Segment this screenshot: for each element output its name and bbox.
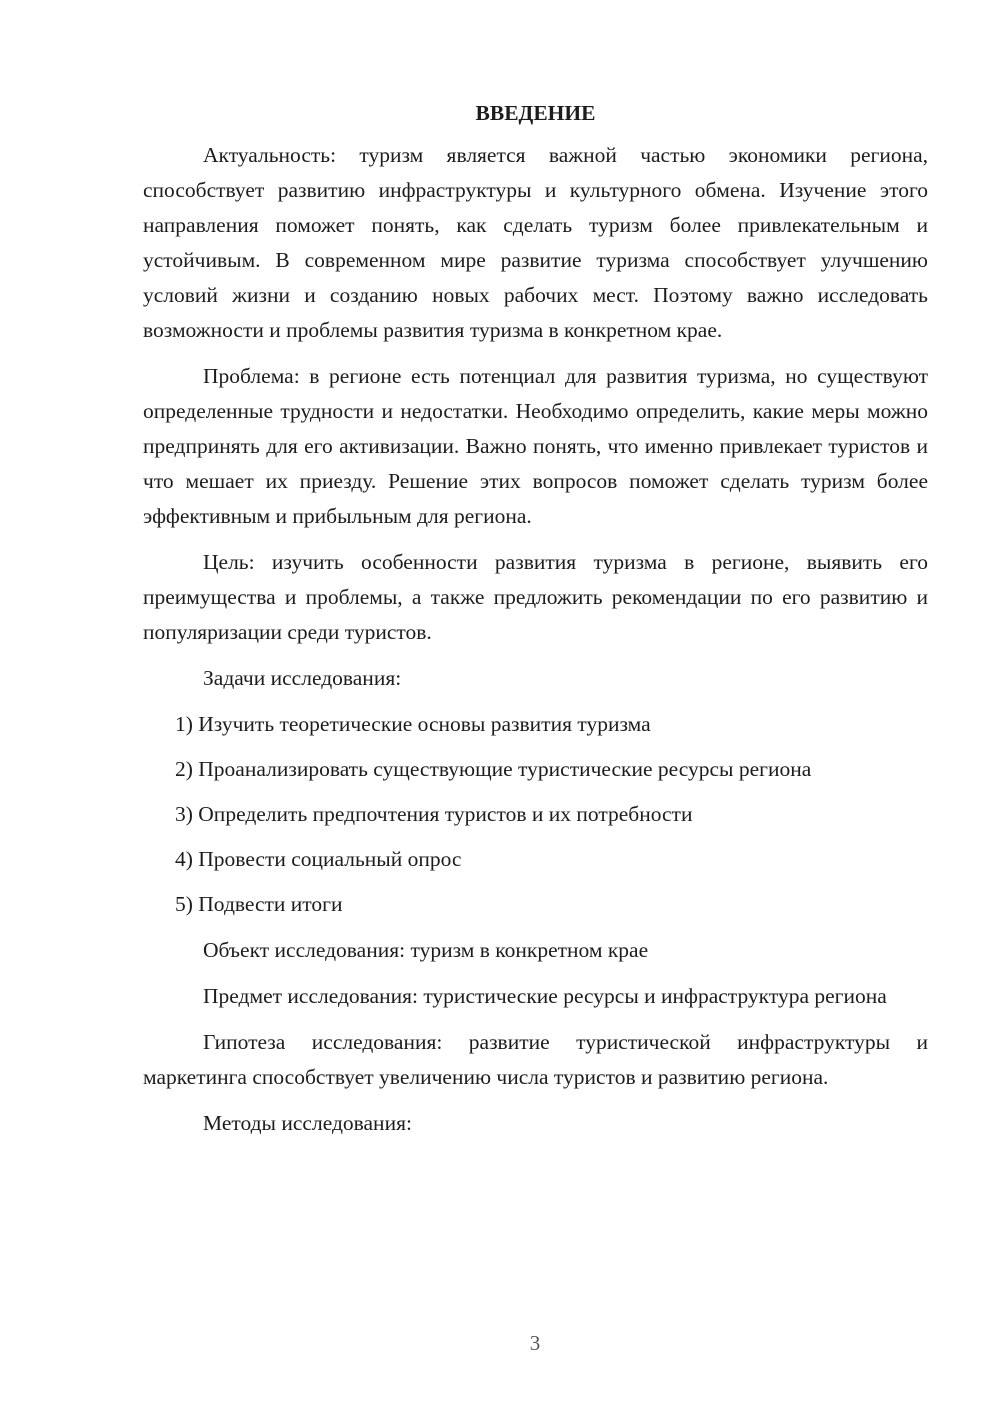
paragraph-problem: Проблема: в регионе есть потенциал для развития туризма, но существуют определенные трудности и недостатки. Необходимо определить, какие меры можно предпринять для его активизации. Важно понять, что именно привлекает туристов и что мешает их приезду. Решение этих вопросов поможет сделать туризм более эффективным и прибыльным для региона. [143,364,928,528]
paragraph-object: Объект исследования: туризм в конкретном крае [203,938,649,962]
methods-heading: Методы исследования: [203,1111,412,1135]
paragraph-relevance: Актуальность: туризм является важной частью экономики региона, способствует развитию инфраструктуры и культурного обмена. Изучение этого направления поможет понять, как сделать туризм более привлекательным и устойчивым. В современном мире развитие туризма способствует улучшению условий жизни и созданию новых рабочих мест. Поэтому важно исследовать возможности и проблемы развития туризма в конкретном крае. [143,143,928,342]
tasks-list [143,707,928,922]
list-item: 5) Подвести итоги [175,892,343,916]
page-title: ВВЕДЕНИЕ [475,101,596,125]
list-item: 2) Проанализировать существующие туристические ресурсы региона [175,757,812,781]
page-number: 3 [529,1331,541,1355]
list-item: 3) Определить предпочтения туристов и их потребности [175,802,693,826]
tasks-heading: Задачи исследования: [203,666,402,690]
paragraph-subject: Предмет исследования: туристические ресурсы и инфраструктура региона [203,984,887,1008]
paragraph-hypothesis: Гипотеза исследования: развитие туристической инфраструктуры и маркетинга способствует увеличению числа туристов и развитию региона. [143,1030,928,1089]
list-item: 4) Провести социальный опрос [175,847,462,871]
list-item: 1) Изучить теоретические основы развития туризма [175,712,651,736]
paragraph-goal: Цель: изучить особенности развития туризма в регионе, выявить его преимущества и проблемы, а также предложить рекомендации по его развитию и популяризации среди туристов. [143,550,928,644]
page-content [143,96,928,1152]
